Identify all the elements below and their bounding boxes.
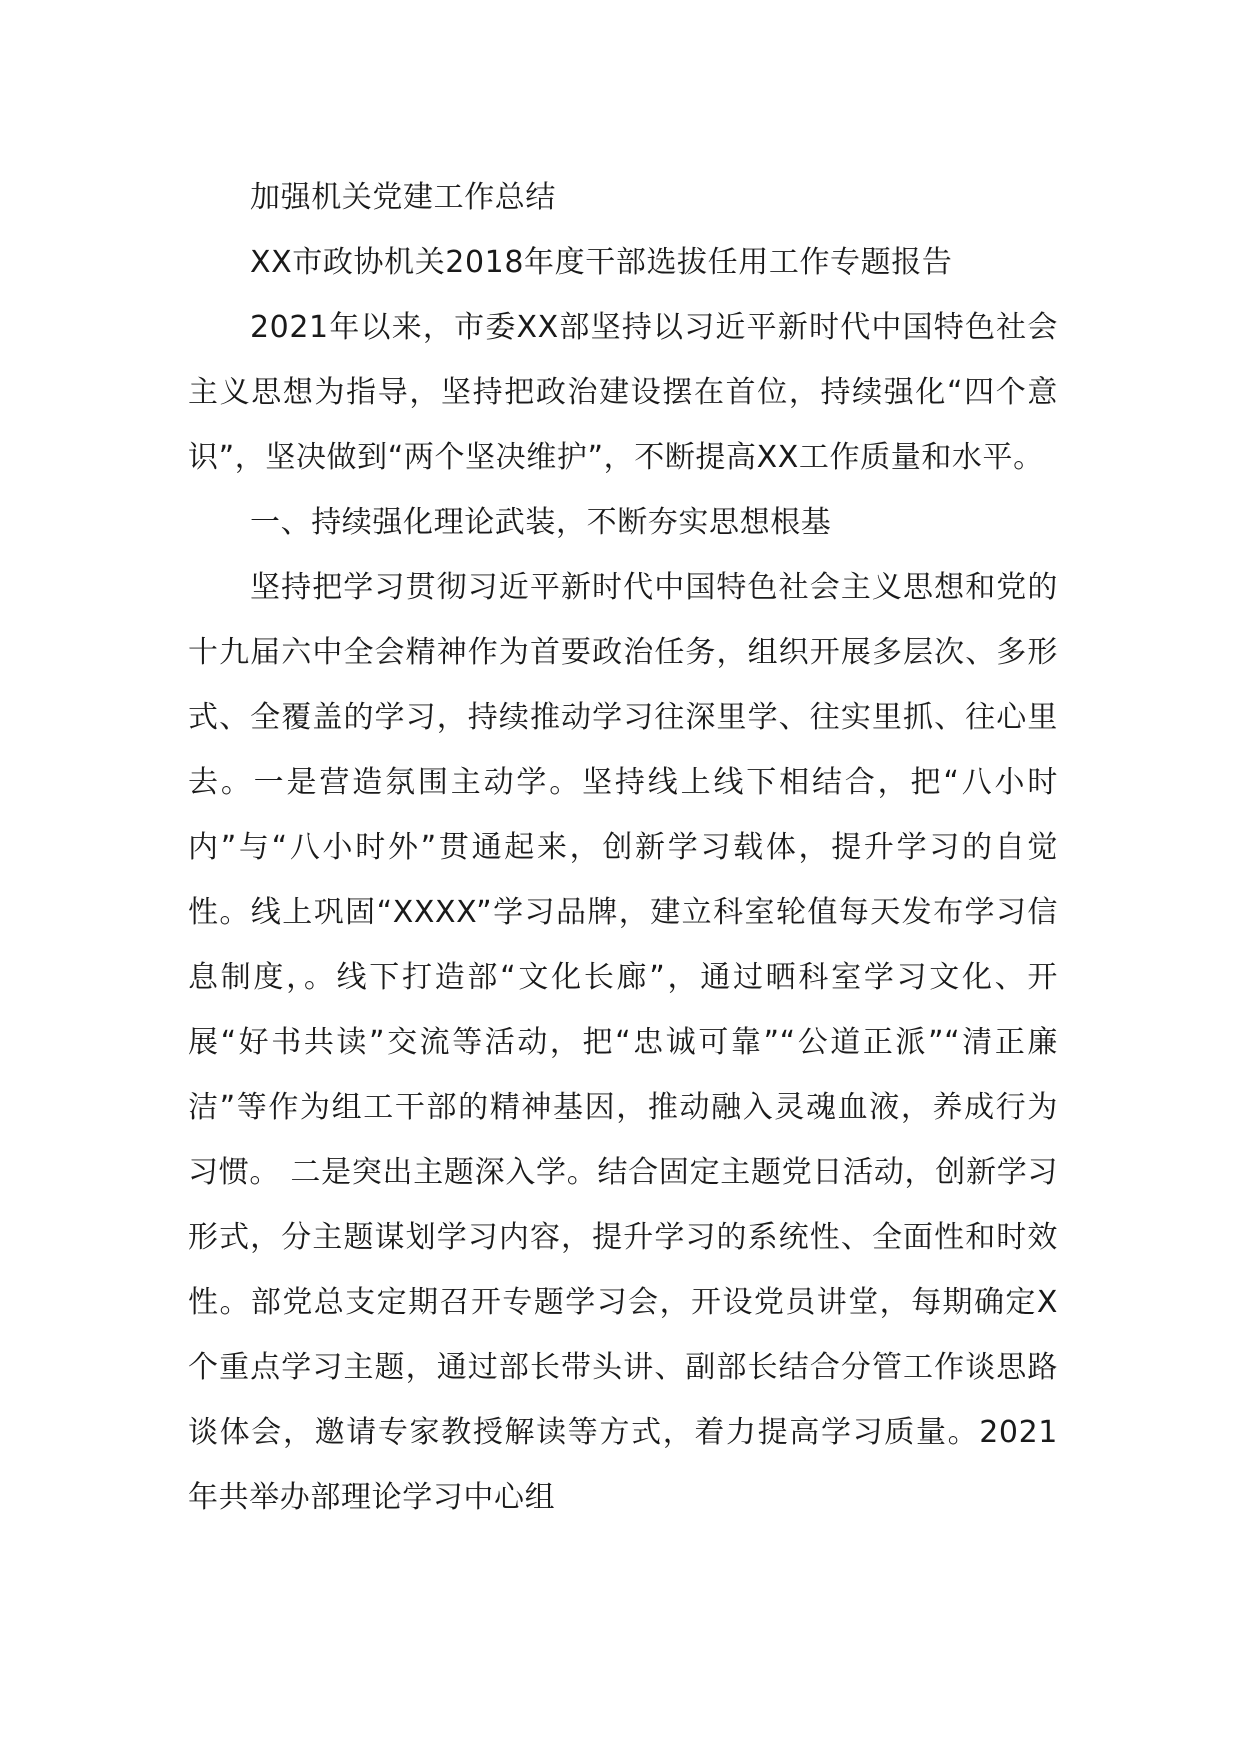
document-subtitle: XX市政协机关2018年度干部选拔任用工作专题报告	[250, 245, 953, 280]
document-body	[188, 165, 1058, 1530]
document-title: 加强机关党建工作总结	[250, 180, 556, 215]
section-heading: 一、持续强化理论武装，不断夯实思想根基	[250, 505, 832, 540]
section-body-paragraph: 坚持把学习贯彻习近平新时代中国特色社会主义思想和党的十九届六中全会精神作为首要政治任务，组织开展多层次、多形式、全覆盖的学习，持续推动学习往深里学、往实里抓、往心里去。一是营造氛围主动学。坚持线上线下相结合，把“八小时内”与“八小时外”贯通起来，创新学习载体，提升学习的自觉性。线上巩固“XXXX”学习品牌，建立科室轮值每天发布学习信息制度，。线下打造部“文化长廊”，通过晒科室学习文化、开展“好书共读”交流等活动，把“忠诚可靠”“公道正派”“清正廉洁”等作为组工干部的精神基因，推动融入灵魂血液，养成行为习惯。 二是突出主题深入学。结合固定主题党日活动，创新学习形式，分主题谋划学习内容，提升学习的系统性、全面性和时效性。部党总支定期召开专题学习会，开设党员讲堂，每期确定X个重点学习主题，通过部长带头讲、副部长结合分管工作谈思路谈体会，邀请专家教授解读等方式，着力提高学习质量。2021年共举办部理论学习中心组	[188, 570, 1058, 1515]
intro-paragraph: 2021年以来，市委XX部坚持以习近平新时代中国特色社会主义思想为指导，坚持把政治建设摆在首位，持续强化“四个意识”，坚决做到“两个坚决维护”，不断提高XX工作质量和水平。	[188, 310, 1058, 475]
